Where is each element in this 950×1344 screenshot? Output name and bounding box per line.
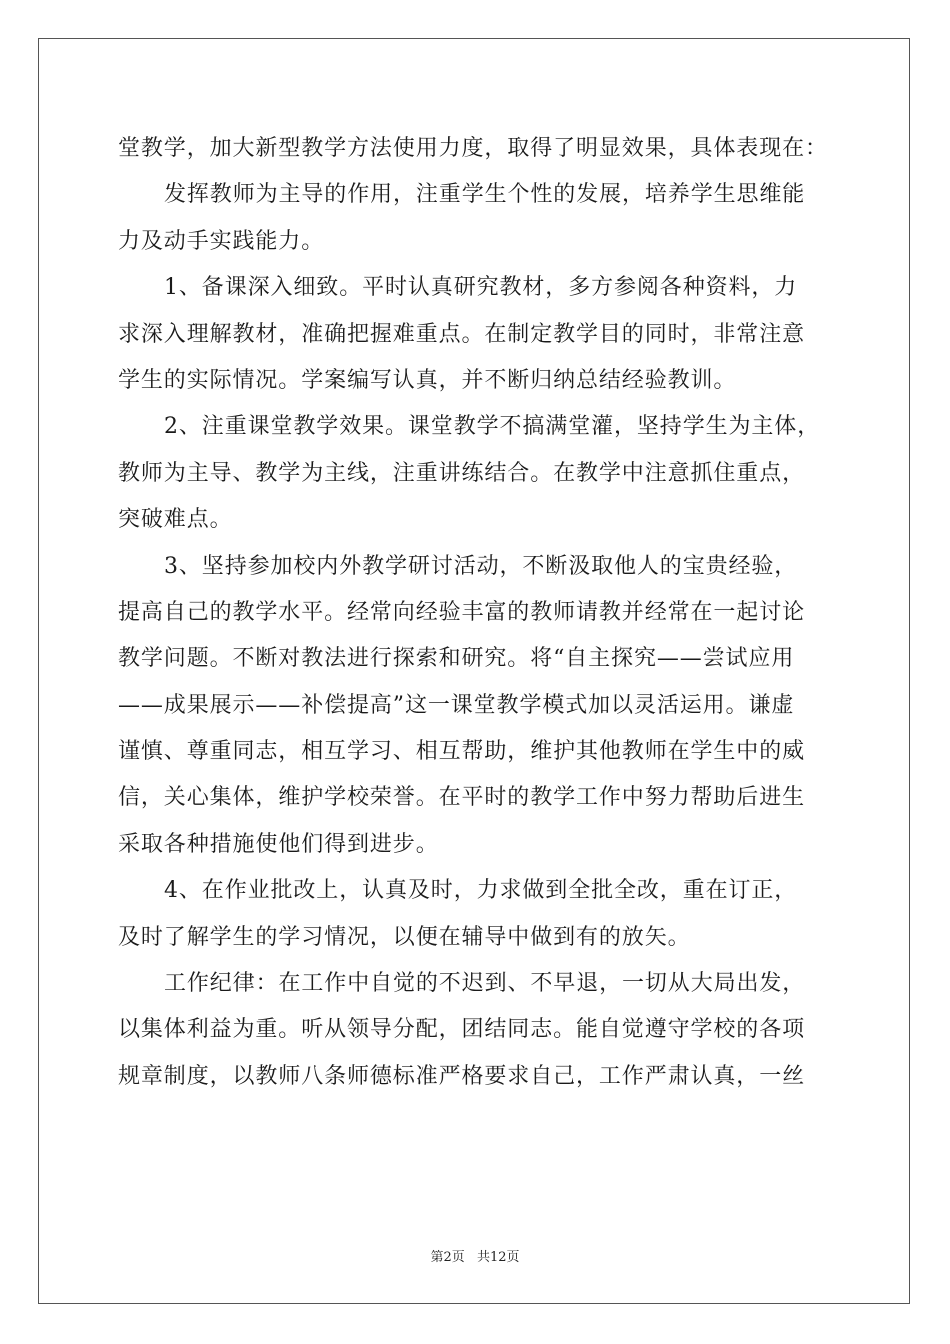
text-line: 1、备课深入细致。平时认真研究教材，多方参阅各种资料，力 bbox=[164, 275, 798, 301]
text-line: ——成果展示——补偿提高”这一课堂教学模式加以灵活运用。谦虚 bbox=[118, 692, 795, 718]
text-line: 4、在作业批改上，认真及时，力求做到全批全改，重在订正， bbox=[164, 878, 798, 904]
text-line: 提高自己的教学水平。经常向经验丰富的教师请教并经常在一起讨论 bbox=[118, 599, 806, 625]
text-line: 谨慎、尊重同志，相互学习、相互帮助，维护其他教师在学生中的威 bbox=[118, 739, 806, 765]
text-line: 及时了解学生的学习情况，以便在辅导中做到有的放矢。 bbox=[118, 924, 691, 950]
text-line: 求深入理解教材，准确把握难重点。在制定教学目的同时，非常注意 bbox=[118, 321, 806, 347]
document-body bbox=[118, 126, 838, 1100]
text-line: 规章制度，以教师八条师德标准严格要求自己，工作严肃认真，一丝 bbox=[118, 1063, 806, 1089]
page-number-current: 第2页 bbox=[430, 1250, 465, 1265]
text-line: 教学问题。不断对教法进行探索和研究。将“自主探究——尝试应用 bbox=[118, 646, 795, 672]
text-line: 2、注重课堂教学效果。课堂教学不搞满堂灌，坚持学生为主体， bbox=[164, 414, 821, 440]
text-line: 以集体利益为重。听从领导分配，团结同志。能自觉遵守学校的各项 bbox=[118, 1017, 806, 1043]
page-number-total: 共12页 bbox=[476, 1250, 520, 1265]
text-line: 3、坚持参加校内外教学研讨活动，不断汲取他人的宝贵经验， bbox=[164, 553, 798, 579]
page-footer bbox=[0, 1246, 950, 1265]
text-line: 采取各种措施使他们得到进步。 bbox=[118, 831, 439, 857]
text-line: 教师为主导、教学为主线，注重讲练结合。在教学中注意抓住重点， bbox=[118, 460, 806, 486]
text-line: 堂教学，加大新型教学方法使用力度，取得了明显效果，具体表现在： bbox=[118, 136, 828, 161]
text-line: 突破难点。 bbox=[118, 507, 233, 533]
text-line: 信，关心集体，维护学校荣誉。在平时的教学工作中努力帮助后进生 bbox=[118, 785, 806, 811]
text-line: 工作纪律：在工作中自觉的不迟到、不早退，一切从大局出发， bbox=[164, 971, 806, 997]
text-line: 学生的实际情况。学案编写认真，并不断归纳总结经验教训。 bbox=[118, 367, 737, 393]
text-line: 发挥教师为主导的作用，注重学生个性的发展，培养学生思维能 bbox=[164, 182, 806, 208]
text-line: 力及动手实践能力。 bbox=[118, 228, 325, 254]
